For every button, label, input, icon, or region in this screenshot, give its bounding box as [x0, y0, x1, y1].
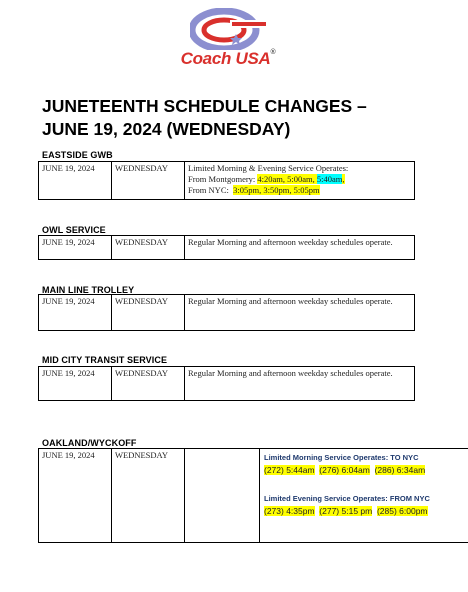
section-heading-owl-service: OWL SERVICE [42, 225, 106, 235]
empty-cell [185, 449, 260, 543]
section-heading-mid-city-transit: MID CITY TRANSIT SERVICE [42, 355, 168, 365]
evening-service-label: Limited Evening Service Operates: FROM NYC [264, 494, 430, 503]
date-cell: JUNE 19, 2024 [39, 449, 112, 543]
schedule-table-owl-service [38, 235, 415, 260]
time-value: 5:00am [287, 174, 313, 184]
service-note-cell [185, 162, 415, 200]
time-value: (285) 6:00pm [376, 506, 428, 516]
time-value: (272) 5:44am [264, 465, 315, 475]
table-row [39, 295, 415, 331]
time-value: 5:40am [316, 174, 343, 184]
time-value: (273) 4:35pm [264, 506, 315, 516]
day-cell: WEDNESDAY [112, 236, 185, 260]
page-title [42, 95, 442, 141]
date-cell: JUNE 19, 2024 [39, 236, 112, 260]
schedule-table-eastside-gwb [38, 161, 415, 200]
title-line-2: JUNE 19, 2024 (WEDNESDAY) [42, 119, 291, 139]
day-cell: WEDNESDAY [112, 295, 185, 331]
service-note-cell: Regular Morning and afternoon weekday schedules operate. [185, 367, 415, 401]
time-value: (286) 6:34am [374, 465, 426, 475]
service-note-cell: Regular Morning and afternoon weekday schedules operate. [185, 236, 415, 260]
service-note-cell: Regular Morning and afternoon weekday schedules operate. [185, 295, 415, 331]
schedule-table-main-line-trolley [38, 294, 415, 331]
section-heading-main-line-trolley: MAIN LINE TROLLEY [42, 285, 135, 295]
morning-service-label: Limited Morning Service Operates: TO NYC [264, 453, 419, 462]
date-cell: JUNE 19, 2024 [39, 295, 112, 331]
table-row [39, 162, 415, 200]
evening-times [264, 506, 464, 517]
table-row [39, 449, 468, 543]
date-cell: JUNE 19, 2024 [39, 367, 112, 401]
title-line-1: JUNETEENTH SCHEDULE CHANGES – [42, 96, 367, 116]
logo-brand-text: Coach USA® [180, 49, 276, 68]
section-heading-oakland-wyckoff: OAKLAND/WYCKOFF [42, 438, 137, 448]
time-value: 3:05pm [233, 185, 260, 195]
nyc-times: From NYC: 3:05pm, 3:50pm, 5:05pm [188, 185, 320, 195]
day-cell: WEDNESDAY [112, 367, 185, 401]
time-value: 5:05pm [293, 185, 320, 195]
nyc-label: From NYC: [188, 185, 234, 195]
time-value: (277) 5:15 pm [319, 506, 373, 516]
montgomery-label: From Montgomery: [188, 174, 258, 184]
table-row [39, 236, 415, 260]
day-cell: WEDNESDAY [112, 162, 185, 200]
coach-usa-logo [168, 8, 288, 68]
table-row [39, 367, 415, 401]
morning-times [264, 465, 464, 476]
time-value: (276) 6:04am [319, 465, 370, 475]
service-note-cell [260, 449, 468, 543]
section-heading-eastside-gwb: EASTSIDE GWB [42, 150, 113, 160]
coach-usa-emblem-icon [190, 8, 266, 50]
day-cell: WEDNESDAY [112, 449, 185, 543]
schedule-table-oakland-wyckoff [38, 448, 468, 543]
date-cell: JUNE 19, 2024 [39, 162, 112, 200]
time-value: 3:50pm [263, 185, 290, 195]
schedule-table-mid-city-transit [38, 366, 415, 401]
time-value: 4:20am [257, 174, 283, 184]
montgomery-times: From Montgomery: 4:20am, 5:00am, 5:40am, [188, 174, 345, 184]
service-note-line: Limited Morning & Evening Service Operates: [188, 163, 349, 173]
